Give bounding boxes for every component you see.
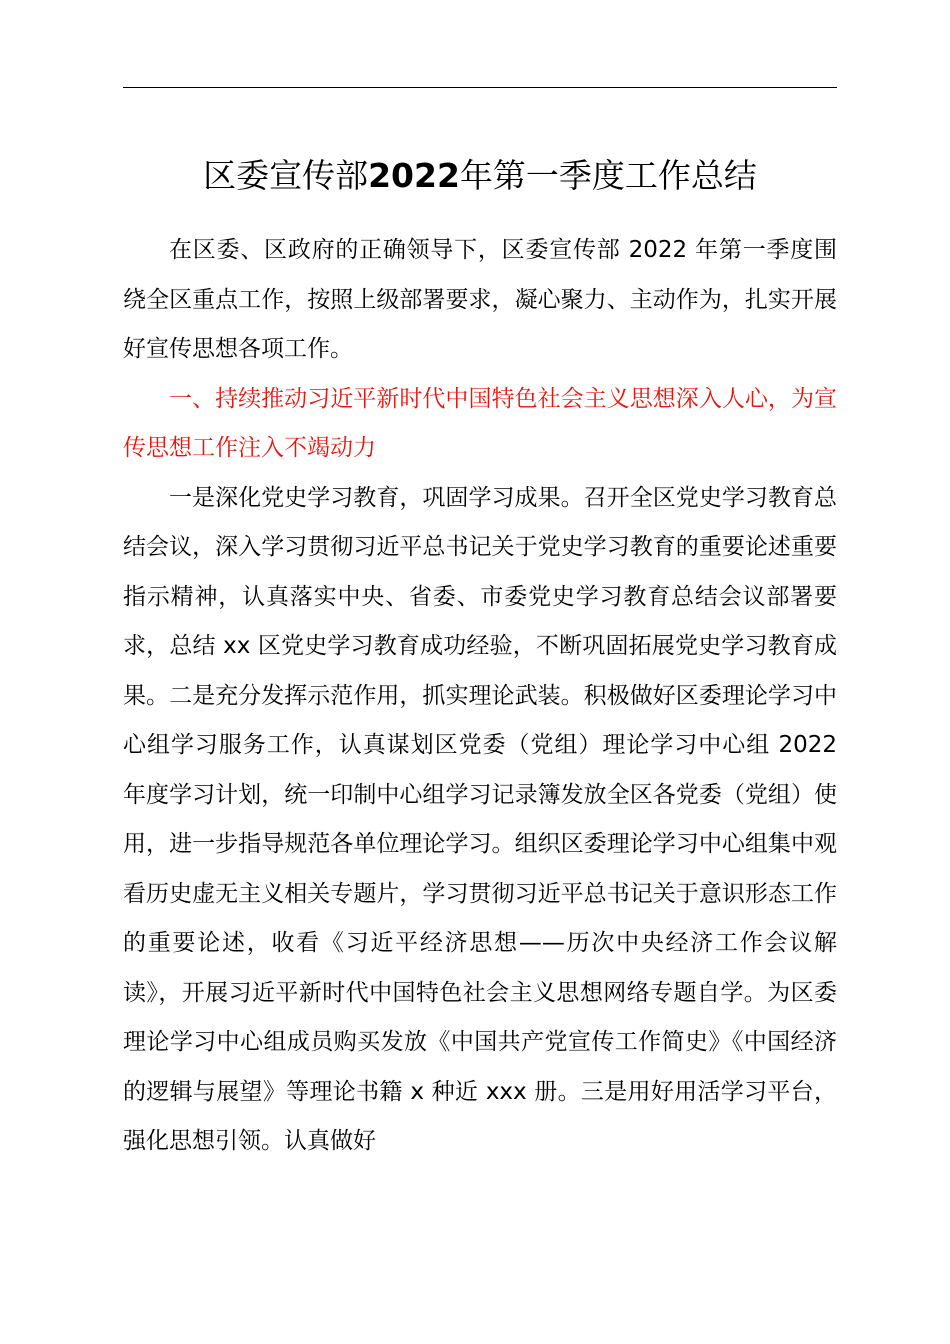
title-suffix: 年第一季度工作总结	[459, 156, 757, 195]
intro-paragraph: 在区委、区政府的正确领导下，区委宣传部 2022 年第一季度围绕全区重点工作，按照上级部署要求，凝心聚力、主动作为，扎实开展好宣传思想各项工作。	[123, 237, 837, 362]
body-paragraph: 一是深化党史学习教育，巩固学习成果。召开全区党史学习教育总结会议，深入学习贯彻习近平总书记关于党史学习教育的重要论述重要指示精神，认真落实中央、省委、市委党史学习教育总结会议部署要求，总结 xx 区党史学习教育成功经验，不断巩固拓展党史学习教育成果。二是充分发挥示范作用，抓实理论武装。积极做好区委理论学习中心组学习服务工作，认真谋划区党委（党组）理论学习中心组 2022 年度学习计划，统一印制中心组学习记录簿发放全区各党委（党组）使用，进一步指导规范各单位理论学习。组织区委理论学习中心组集中观看历史虚无主义相关专题片，学习贯彻习近平总书记关于意识形态工作的重要论述，收看《习近平经济思想——历次中央经济工作会议解读》，开展习近平新时代中国特色社会主义思想网络专题自学。为区委理论学习中心组成员购买发放《中国共产党宣传工作简史》《中国经济的逻辑与展望》等理论书籍 x 种近 xxx 册。三是用好用活学习平台，强化思想引领。认真做好	[123, 484, 837, 1154]
header-rule	[123, 87, 837, 88]
document-title	[123, 150, 837, 202]
title-prefix: 区委宣传部	[203, 156, 369, 195]
document-body	[123, 226, 837, 1167]
section-heading: 一、持续推动习近平新时代中国特色社会主义思想深入人心，为宣传思想工作注入不竭动力	[123, 385, 837, 461]
title-year: 2022	[368, 156, 460, 195]
